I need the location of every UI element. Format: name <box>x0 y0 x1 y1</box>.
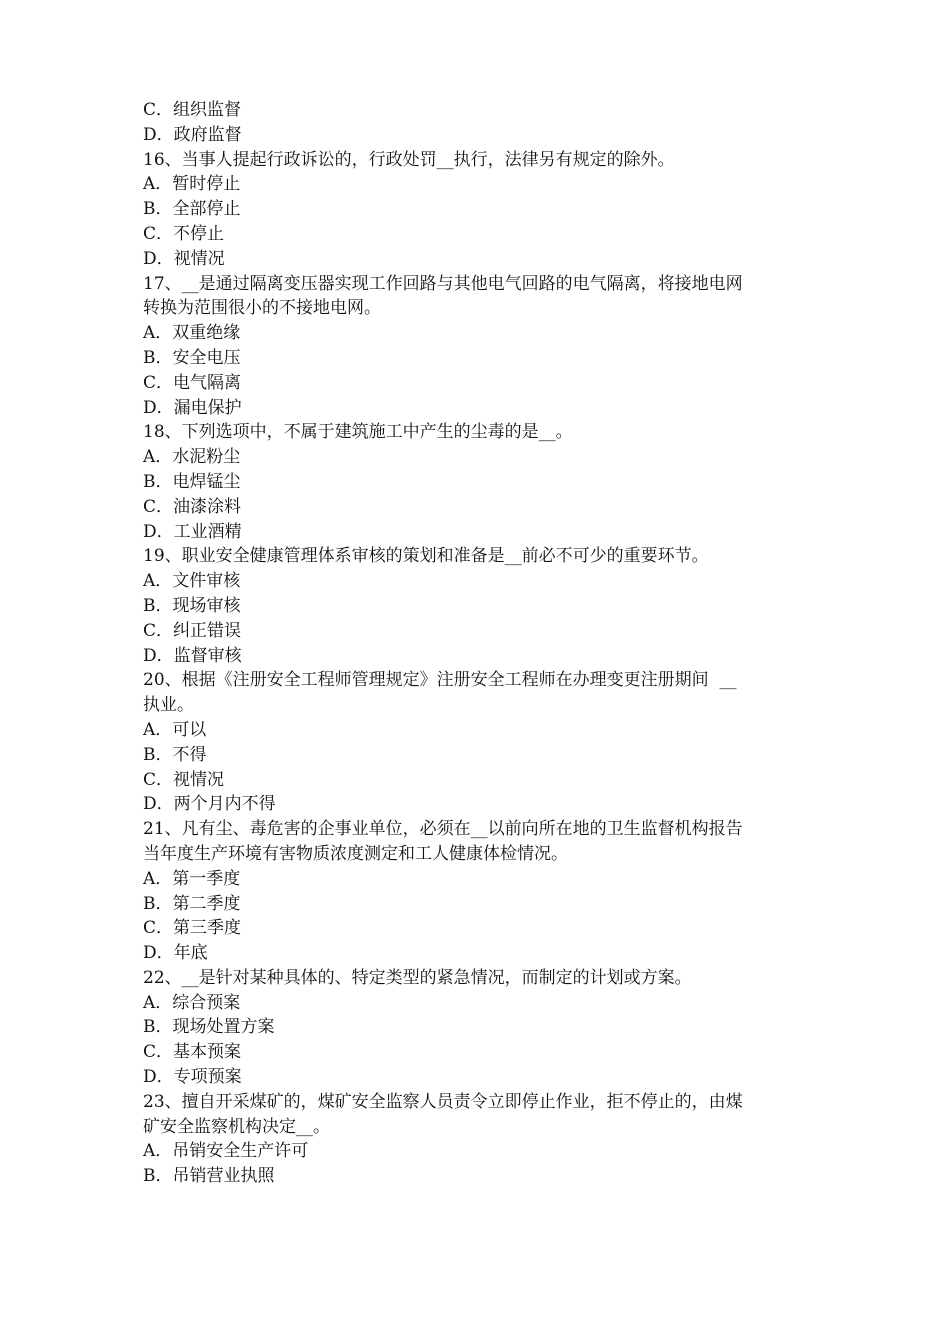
question-16: 16、当事人提起行政诉讼的，行政处罚__执行，法律另有规定的除外。 <box>143 149 675 170</box>
option-a: A．第一季度 <box>143 868 241 889</box>
option-a: A．吊销安全生产许可 <box>143 1141 309 1162</box>
option-d: D．监督审核 <box>143 645 242 666</box>
document-page <box>143 98 823 1189</box>
option-a: A．文件审核 <box>143 571 241 592</box>
option-b: B．第二季度 <box>143 893 241 914</box>
option-d: D．年底 <box>143 943 208 964</box>
option-b: B．安全电压 <box>143 347 241 368</box>
question-23-cont: 矿安全监察机构决定__。 <box>143 1116 330 1137</box>
option-a: A．可以 <box>143 719 207 740</box>
question-21-cont: 当年度生产环境有害物质浓度测定和工人健康体检情况。 <box>143 843 568 864</box>
option-a: A．水泥粉尘 <box>143 447 241 468</box>
option-b: B．现场审核 <box>143 595 241 616</box>
option-d: D．工业酒精 <box>143 521 242 542</box>
option-b: B．电焊锰尘 <box>143 471 241 492</box>
option-a: A．综合预案 <box>143 992 241 1013</box>
question-17: 17、__是通过隔离变压器实现工作回路与其他电气回路的电气隔离，将接地电网 <box>143 273 743 294</box>
option-a: A．双重绝缘 <box>143 323 241 344</box>
option-c: C．纠正错误 <box>143 620 242 641</box>
option-c: C．第三季度 <box>143 918 242 939</box>
option-d: D．两个月内不得 <box>143 794 276 815</box>
question-20: 20、根据《注册安全工程师管理规定》注册安全工程师在办理变更注册期间 __ <box>143 670 737 691</box>
question-18: 18、下列选项中，不属于建筑施工中产生的尘毒的是__。 <box>143 422 573 443</box>
option-c: C．基本预案 <box>143 1042 242 1063</box>
option-a: A．暂时停止 <box>143 174 241 195</box>
option-b: B．现场处置方案 <box>143 1017 275 1038</box>
option-c: C．油漆涂料 <box>143 496 242 517</box>
question-21: 21、凡有尘、毒危害的企事业单位，必须在__以前向所在地的卫生监督机构报告 <box>143 819 743 840</box>
option-c: C．电气隔离 <box>143 372 242 393</box>
option-b: B．全部停止 <box>143 199 241 220</box>
option-d: D．视情况 <box>143 248 225 269</box>
option-c: C．不停止 <box>143 223 225 244</box>
question-22: 22、__是针对某种具体的、特定类型的紧急情况，而制定的计划或方案。 <box>143 967 692 988</box>
option-b: B．吊销营业执照 <box>143 1166 275 1187</box>
option-c: C．视情况 <box>143 769 225 790</box>
option-d: D．专项预案 <box>143 1067 242 1088</box>
question-23: 23、擅自开采煤矿的，煤矿安全监察人员责令立即停止作业，拒不停止的，由煤 <box>143 1091 743 1112</box>
option-b: B．不得 <box>143 744 207 765</box>
text-line: D．政府监督 <box>143 124 242 145</box>
question-19: 19、职业安全健康管理体系审核的策划和准备是__前必不可少的重要环节。 <box>143 546 709 567</box>
text-line: C．组织监督 <box>143 100 242 120</box>
question-20-cont: 执业。 <box>143 695 194 716</box>
option-d: D．漏电保护 <box>143 397 242 418</box>
question-17-cont: 转换为范围很小的不接地电网。 <box>143 298 381 319</box>
